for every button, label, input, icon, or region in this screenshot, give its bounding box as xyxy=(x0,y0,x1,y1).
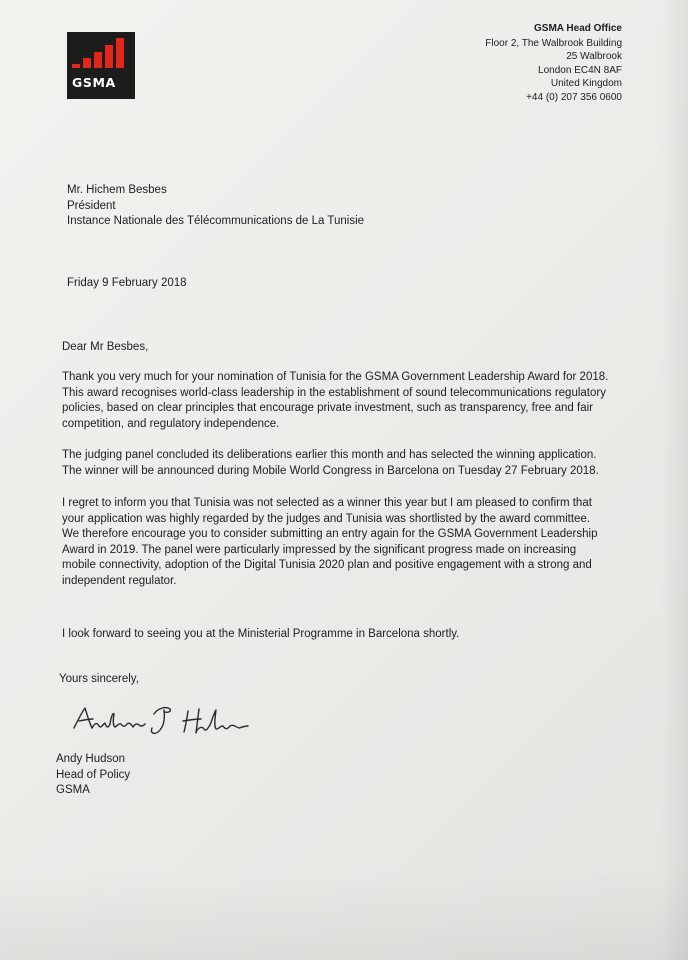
paragraph-line: independent regulator. xyxy=(62,574,177,587)
logo-bar xyxy=(72,64,80,68)
signatory-block xyxy=(56,752,130,799)
paragraph-line: Award in 2019. The panel were particularly impressed by the significant progress made on increasing xyxy=(62,543,577,556)
office-address-line: Floor 2, The Walbrook Building xyxy=(485,37,622,49)
office-title: GSMA Head Office xyxy=(534,23,622,34)
paragraph-line: mobile connectivity, adoption of the Digital Tunisia 2020 plan and positive engagement with a strong and xyxy=(62,559,592,572)
page-shadow-bottom xyxy=(0,870,688,960)
paragraph-line: Thank you very much for your nomination of Tunisia for the GSMA Government Leadership Award for 2018. xyxy=(62,371,609,383)
gsma-logo xyxy=(67,32,135,99)
paragraph-nomination xyxy=(62,370,608,432)
closing-phrase: Yours sincerely, xyxy=(59,673,139,685)
logo-bar xyxy=(116,38,124,68)
office-address-line: London EC4N 8AF xyxy=(538,64,622,76)
recipient-name: Mr. Hichem Besbes xyxy=(67,184,167,196)
paragraph-line: The winner will be announced during Mobile World Congress in Barcelona on Tuesday 27 February 2018. xyxy=(62,464,599,477)
recipient-organisation: Instance Nationale des Télécommunications de La Tunisie xyxy=(67,215,365,228)
logo-bar xyxy=(94,52,102,68)
signatory-name: Andy Hudson xyxy=(56,753,126,765)
paragraph-line: The judging panel concluded its deliberations earlier this month and has selected the winning application. xyxy=(62,449,597,461)
paragraph-line: policies, based on clear principles that encourage private investment, such as transparency, free and fair xyxy=(62,402,593,415)
recipient-block xyxy=(67,183,364,230)
paragraph-judging xyxy=(62,448,599,479)
paragraph-result xyxy=(62,496,597,590)
page-shadow-right xyxy=(660,0,688,960)
office-address-line: United Kingdom xyxy=(550,78,622,89)
logo-bar xyxy=(83,58,91,68)
letter-date: Friday 9 February 2018 xyxy=(67,277,187,289)
paragraph-line: This award recognises world-class leadership in the establishment of sound telecommunications regulatory xyxy=(62,386,606,399)
paragraph-line: your application was highly regarded by the judges and Tunisia was shortlisted by the award committee. xyxy=(62,512,591,525)
logo-bar xyxy=(105,45,113,68)
salutation: Dear Mr Besbes, xyxy=(62,341,149,353)
paragraph-line: I regret to inform you that Tunisia was not selected as a winner this year but I am pleased to confirm that xyxy=(62,497,592,509)
recipient-role: Président xyxy=(67,199,116,212)
paragraph-closing xyxy=(62,627,459,643)
signatory-title: Head of Policy xyxy=(56,768,131,781)
paragraph-line: competition, and regulatory independence. xyxy=(62,417,280,430)
office-address-line: 25 Walbrook xyxy=(566,51,622,62)
paragraph-line: I look forward to seeing you at the Ministerial Programme in Barcelona shortly. xyxy=(62,628,460,640)
handwritten-signature xyxy=(70,702,260,740)
office-phone: +44 (0) 207 356 0600 xyxy=(526,91,622,103)
signatory-organisation: GSMA xyxy=(56,784,90,797)
logo-wordmark: GSMA xyxy=(72,75,116,90)
office-address-block xyxy=(485,22,622,104)
paragraph-line: We therefore encourage you to consider submitting an entry again for the GSMA Government Leadership xyxy=(62,528,598,541)
